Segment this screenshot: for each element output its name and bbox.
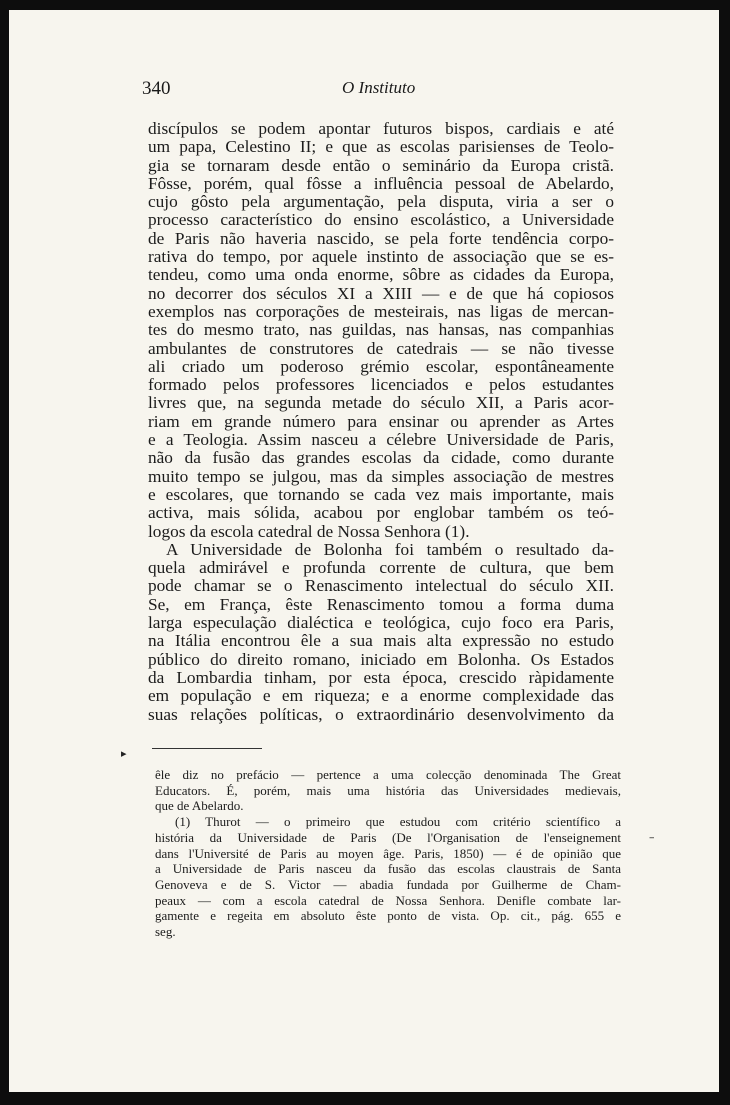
footnotes <box>155 767 621 940</box>
arrow-marker-icon: ▸ <box>121 747 127 760</box>
body-line: muito tempo se julgou, mas da simples associação de mestres <box>148 466 614 486</box>
footnote-line: Educators. É, porém, mais uma história das Universidades medievais, <box>155 782 621 798</box>
body-line: um papa, Celestino II; e que as escolas parisienses de Teolo- <box>148 137 614 157</box>
journal-title: O Instituto <box>342 78 416 97</box>
body-line: formado pelos professores licenciados e pelos estudantes <box>148 375 614 395</box>
body-line: livres que, na segunda metade do século XII, a Paris acor- <box>148 393 614 413</box>
body-line: discípulos se podem apontar futuros bispos, cardiais e até <box>148 119 614 138</box>
body-line: processo característico do ensino escolástico, a Universidade <box>148 210 614 230</box>
footnote-rule <box>152 748 262 749</box>
body-line: larga especulação dialéctica e teológica, cujo foco era Paris, <box>148 613 614 633</box>
page-number: 340 <box>142 78 171 99</box>
footnote-line: peaux — com a escola catedral de Nossa Senhora. Denifle combate lar- <box>155 892 621 908</box>
body-line: ambulantes de construtores de catedrais — se não tivesse <box>148 338 614 358</box>
running-head <box>142 78 612 104</box>
body-line: no decorrer dos séculos XI a XIII — e de que há copiosos <box>148 283 614 303</box>
body-line: em população e em riqueza; e a enorme complexidade das <box>148 686 614 706</box>
body-line: exemplos nas corporações de mesteirais, nas ligas de mercan- <box>148 301 614 321</box>
margin-dash-icon: – <box>649 831 655 844</box>
footnote-line: Genoveva e de S. Victor — abadia fundada por Guilherme de Cham- <box>155 876 621 892</box>
body-line: gia se tornaram desde então o seminário da Europa cristã. <box>148 155 614 175</box>
body-line: A Universidade de Bolonha foi também o resultado da- <box>166 539 614 559</box>
footnote-line: a Universidade de Paris nasceu da fusão das escolas claustrais de Santa <box>155 861 621 877</box>
footnote-line: dans l'Université de Paris au moyen âge. Paris, 1850) — é de opinião que <box>155 845 621 861</box>
body-line: tes do mesmo trato, nas guildas, nas hansas, nas companhias <box>148 320 614 340</box>
body-line: na Itália encontrou êle a sua mais alta expressão no estudo <box>148 631 614 651</box>
body-line: activa, mais sólida, acabou por englobar também os teó- <box>148 503 614 523</box>
body-line: riam em grande número para ensinar ou aprender as Artes <box>148 411 614 431</box>
footnote-line: gamente e regeita em absoluto êste ponto de vista. Op. cit., pág. 655 e <box>155 908 621 924</box>
body-line: não da fusão das grandes escolas da cidade, como durante <box>148 448 614 468</box>
body-line: Se, em França, êste Renascimento tomou a forma duma <box>148 594 614 614</box>
body-line: de Paris não haveria nascido, se pela forte tendência corpo- <box>148 228 614 248</box>
body-line: público do direito romano, iniciado em Bolonha. Os Estados <box>148 649 614 669</box>
body-line: tendeu, como uma onda enorme, sôbre as cidades da Europa, <box>148 265 614 285</box>
body-line: rativa do tempo, por aquele instinto de associação que se es- <box>148 247 614 267</box>
body-text <box>148 120 614 724</box>
body-line: da Lombardia tinham, por esta época, crescido ràpidamente <box>148 667 614 687</box>
footnote-line: seg. <box>155 924 176 940</box>
footnote-line: (1) Thurot — o primeiro que estudou com critério scientífico a <box>175 814 621 830</box>
footnote-line: história da Universidade de Paris (De l'Organisation de l'enseignement <box>155 829 621 845</box>
body-line: quela admirável e profunda corrente de cultura, que bem <box>148 558 614 578</box>
body-line: suas relações políticas, o extraordinário desenvolvimento da <box>148 704 614 724</box>
body-line: e escolares, que tornando se cada vez mais importante, mais <box>148 484 614 504</box>
body-line: pode chamar se o Renascimento intelectual do século XII. <box>148 576 614 596</box>
body-line: e a Teologia. Assim nasceu a célebre Universidade de Paris, <box>148 430 614 450</box>
footnote-line: que de Abelardo. <box>155 798 244 814</box>
footnote-line: êle diz no prefácio — pertence a uma colecção denominada The Great <box>155 767 621 782</box>
body-line: cujo gôsto pela argumentação, pela disputa, viria a ser o <box>148 192 614 212</box>
body-line: Fôsse, porém, qual fôsse a influência pessoal de Abelardo, <box>148 173 614 193</box>
body-line: logos da escola catedral de Nossa Senhora (1). <box>148 521 470 541</box>
body-line: ali criado um poderoso grémio escolar, espontâneamente <box>148 356 614 376</box>
